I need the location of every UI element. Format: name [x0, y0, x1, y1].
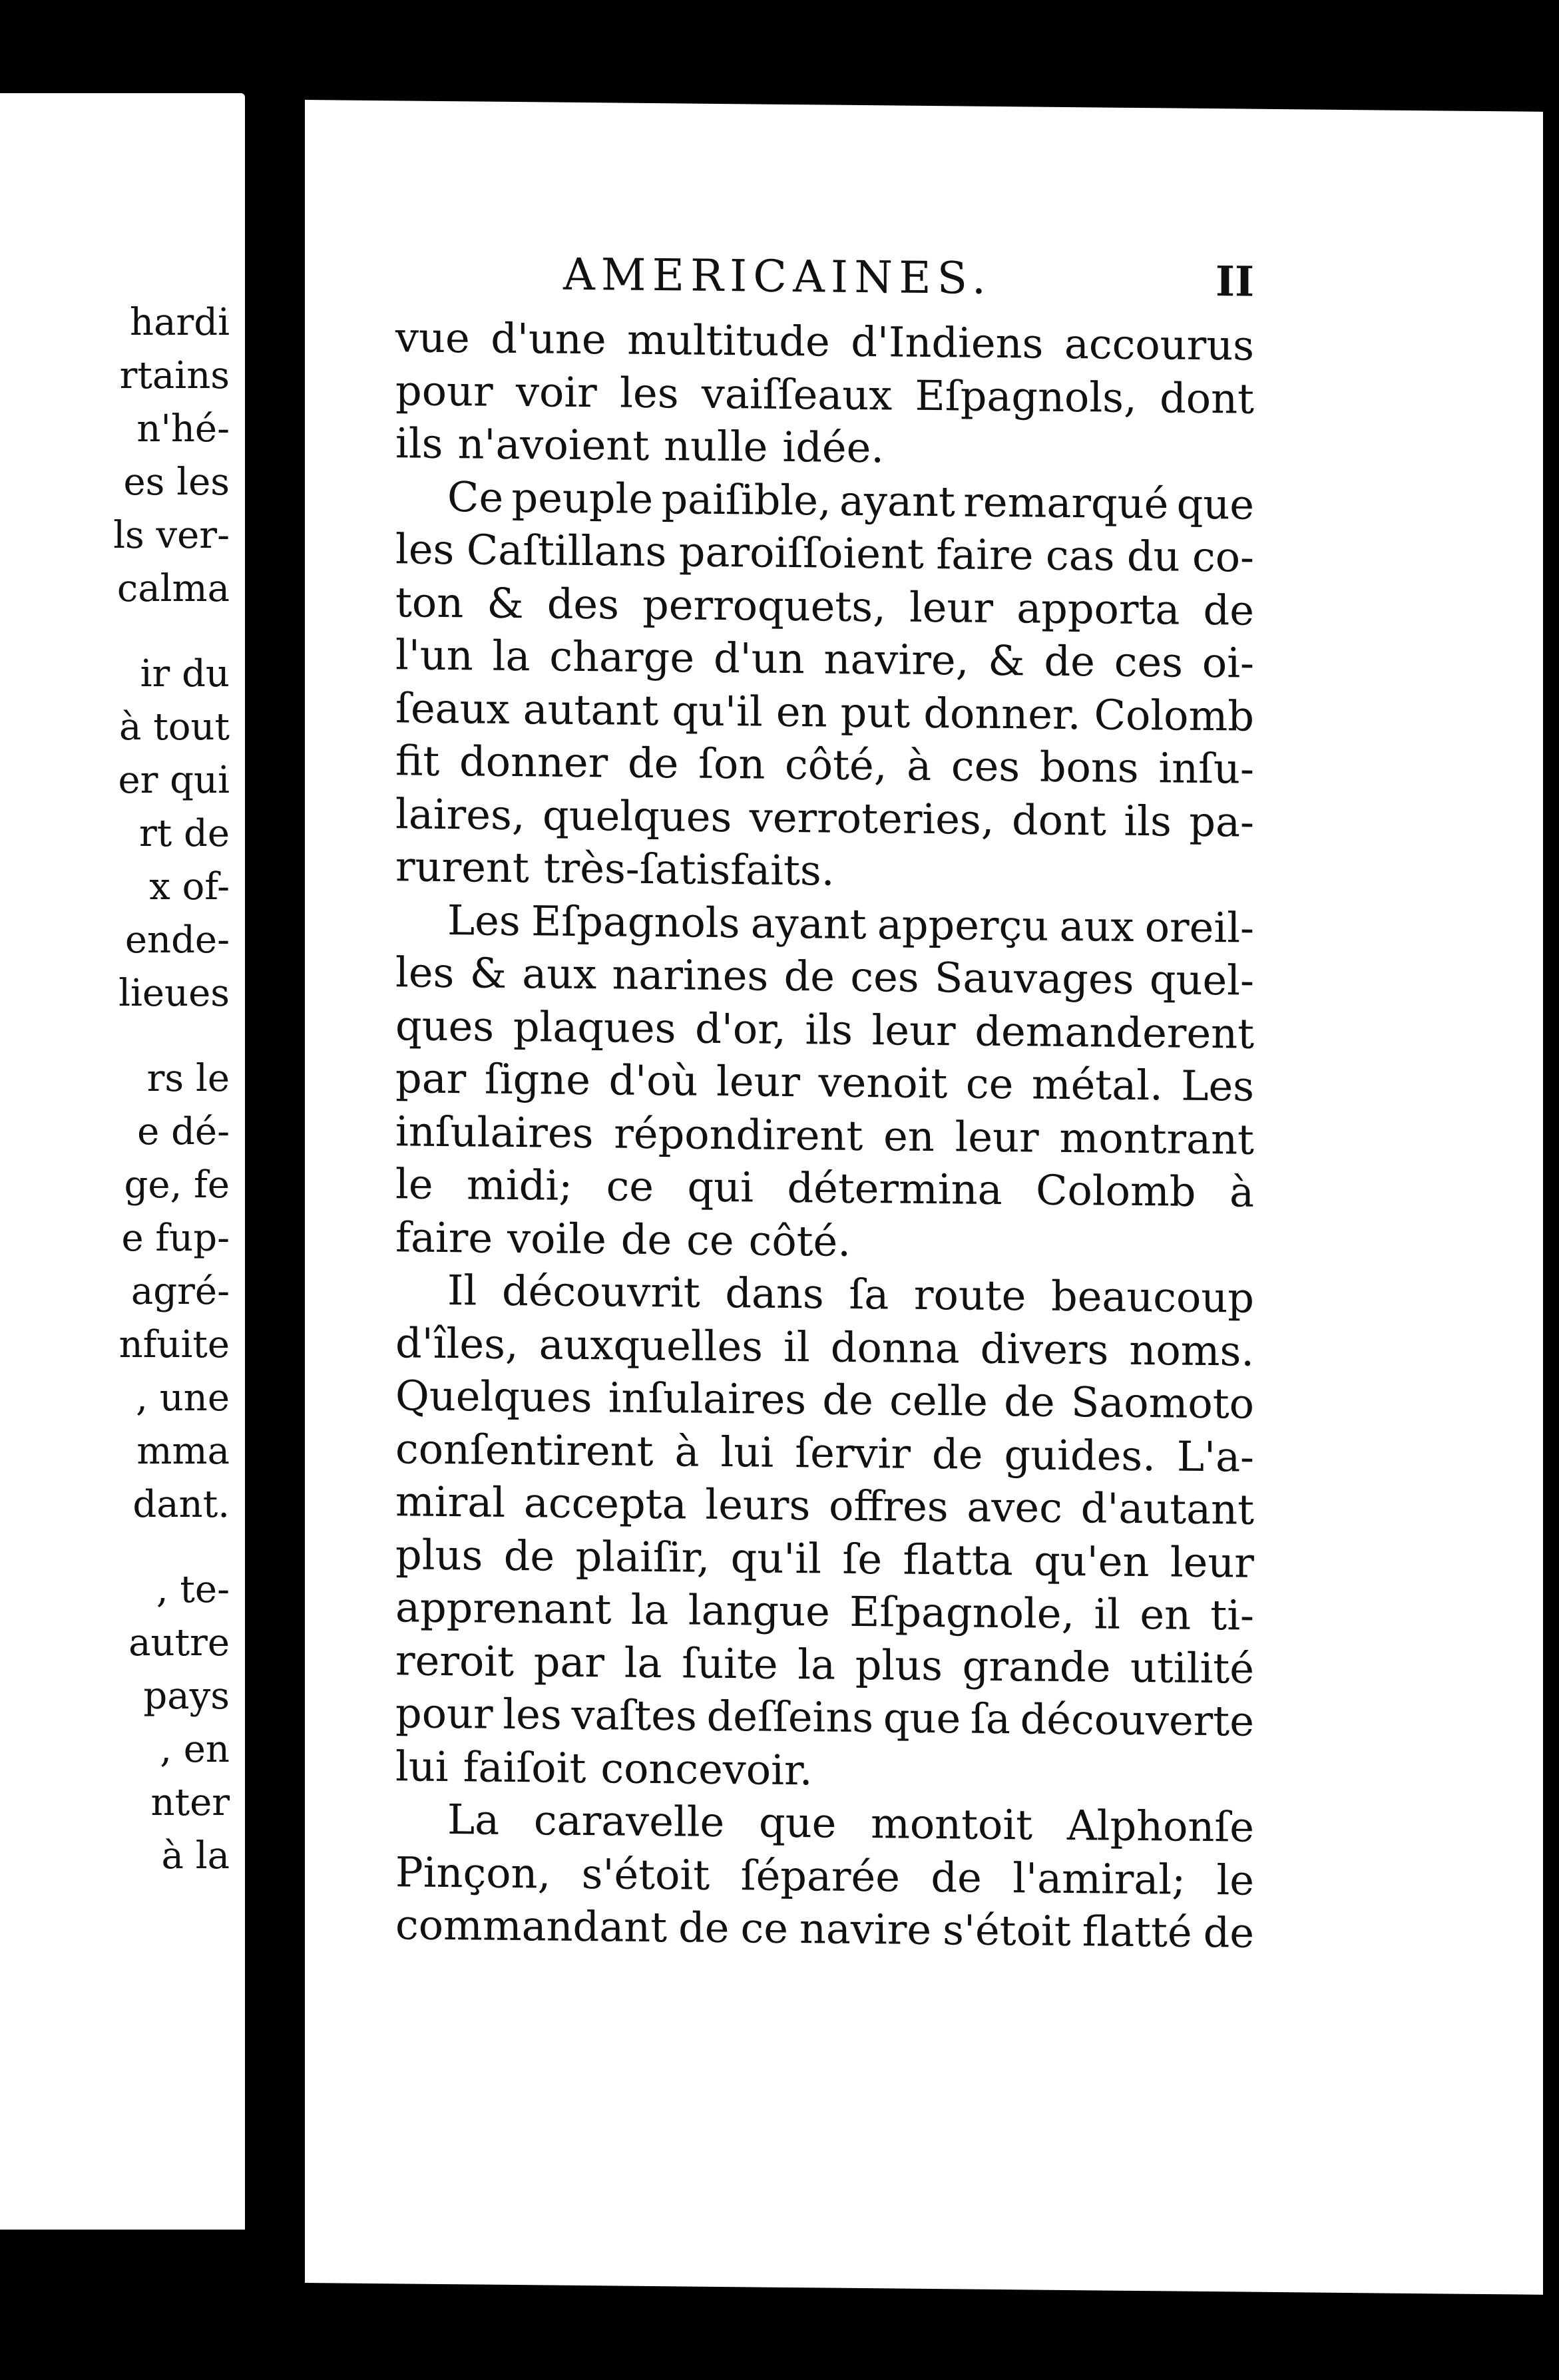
previous-page-line: nfuite: [118, 1323, 230, 1366]
word: commandant: [395, 1900, 668, 1952]
word: accourus: [1064, 319, 1254, 370]
previous-page-line: es les: [123, 461, 230, 504]
text-line: [395, 522, 1254, 584]
text-line: [395, 628, 1254, 690]
page-text-block: [395, 247, 1254, 1959]
word: leur: [716, 1056, 801, 1107]
word: autant: [523, 684, 659, 735]
word: cas: [1045, 530, 1115, 580]
word: ſon: [698, 739, 766, 789]
word: Les: [1181, 1061, 1254, 1111]
previous-page-line: pays: [143, 1675, 230, 1718]
previous-page-line: ende-: [124, 918, 230, 962]
word: La: [447, 1795, 500, 1844]
word: put: [840, 688, 911, 737]
word: ces: [850, 952, 919, 1002]
word: lui: [720, 1427, 774, 1477]
text-line: [395, 1634, 1254, 1695]
text-line: [395, 1686, 1254, 1748]
word: les: [503, 1689, 562, 1739]
word: donna: [830, 1322, 960, 1372]
word: montrant: [1059, 1113, 1254, 1164]
word: grande: [962, 1641, 1111, 1692]
previous-page-line: calma: [116, 567, 230, 610]
word: à: [907, 741, 932, 791]
text-line: [395, 1105, 1254, 1166]
word: à: [1229, 1167, 1254, 1217]
word: ſa: [970, 1694, 1010, 1744]
previous-page-line: rtains: [119, 354, 230, 397]
text-line: [395, 1369, 1254, 1430]
word: leurs: [705, 1480, 811, 1530]
word: par: [533, 1637, 605, 1686]
word: il: [783, 1322, 810, 1371]
word: celle: [889, 1376, 988, 1426]
word: midi;: [467, 1160, 573, 1210]
text-line: [395, 311, 1254, 372]
previous-page-line: ir du: [140, 652, 230, 695]
previous-page-line: rt de: [138, 812, 230, 855]
word: navire,: [823, 634, 969, 685]
word: les: [395, 948, 455, 998]
word: ils: [1124, 796, 1172, 845]
word: donner.: [923, 688, 1081, 739]
word: découverte: [1020, 1694, 1254, 1746]
previous-page-line: agré-: [130, 1270, 230, 1313]
word: ques: [395, 1000, 495, 1051]
word: ce: [965, 1059, 1014, 1109]
previous-page-line: ls ver-: [113, 514, 230, 557]
word: concevoir.: [600, 1743, 813, 1794]
word: Quelques: [395, 1371, 592, 1422]
word: L'a-: [1176, 1432, 1254, 1482]
word: très-ſatisfaits.: [543, 843, 835, 895]
text-line: [395, 1898, 1254, 1959]
word: Les: [447, 895, 521, 945]
word: les: [395, 524, 455, 574]
word: par: [395, 1054, 467, 1103]
text-line: [395, 1263, 1254, 1324]
word: ces: [1114, 637, 1183, 687]
word: ayant: [750, 898, 867, 948]
word: Sauvages: [934, 953, 1134, 1004]
word: apprenant: [395, 1583, 612, 1634]
word: d'Indiens: [851, 317, 1044, 368]
word: d'autant: [1080, 1484, 1254, 1534]
word: Caſtillans: [466, 525, 667, 576]
previous-page-line: e dé-: [137, 1110, 230, 1153]
book-gutter: [245, 67, 309, 2263]
word: vaiſſeaux: [701, 369, 893, 419]
word: verroteries,: [749, 792, 995, 844]
word: plus: [395, 1529, 483, 1580]
word: ſigne: [484, 1054, 590, 1105]
word: reroit: [395, 1635, 515, 1686]
word: plus: [855, 1640, 943, 1690]
word: d'où: [608, 1056, 698, 1105]
word: découvrit: [501, 1266, 700, 1317]
word: paroiſſoient: [678, 527, 924, 578]
text-line: [395, 470, 1254, 531]
word: perroquets,: [642, 580, 886, 631]
word: peuple: [511, 473, 654, 523]
word: auxquelles: [539, 1319, 763, 1371]
text-line: [395, 364, 1254, 425]
word: beaucoup: [1051, 1271, 1254, 1322]
word: métal.: [1031, 1060, 1163, 1110]
text-line: [395, 840, 1254, 901]
paragraph: [395, 893, 1254, 1272]
word: leur: [955, 1111, 1039, 1162]
word: aux: [1059, 901, 1134, 951]
word: langue: [688, 1585, 830, 1636]
word: ſuite: [682, 1638, 778, 1688]
word: en: [1140, 1590, 1192, 1639]
word: paiſible,: [661, 474, 831, 525]
word: demanderent: [975, 1006, 1254, 1058]
word: de: [1203, 1907, 1254, 1957]
word: d'or,: [695, 1004, 786, 1054]
word: miral: [395, 1477, 506, 1527]
word: dont: [1160, 373, 1254, 423]
word: plaques: [513, 1002, 676, 1052]
word: détermina: [787, 1163, 1002, 1215]
text-line: [395, 1581, 1254, 1642]
word: les: [620, 368, 679, 417]
word: répondirent: [614, 1108, 863, 1160]
text-line: [395, 1846, 1254, 1907]
word: de: [1203, 585, 1254, 635]
word: ſeaux: [395, 683, 510, 733]
text-line: [395, 1052, 1254, 1113]
word: guides.: [1004, 1430, 1156, 1480]
word: apperçu: [877, 899, 1049, 950]
word: conſentirent: [395, 1424, 654, 1476]
word: de: [678, 1903, 730, 1953]
paragraph: [395, 1792, 1254, 1959]
previous-page-line: à tout: [119, 705, 230, 749]
previous-page-gap: [0, 616, 230, 648]
word: la: [630, 1585, 669, 1635]
word: n'avoient: [457, 419, 650, 470]
word: du: [1126, 531, 1180, 581]
word: ce: [686, 1215, 734, 1265]
previous-page: [0, 93, 245, 2230]
word: narines: [612, 950, 769, 1000]
word: ton: [395, 577, 464, 627]
word: de: [932, 1429, 983, 1479]
word: flatta: [903, 1535, 1013, 1585]
word: offres: [829, 1481, 949, 1531]
word: en: [883, 1111, 935, 1161]
previous-page-line: er qui: [118, 759, 230, 802]
word: &: [988, 636, 1025, 686]
word: Saomoto: [1070, 1378, 1254, 1428]
word: plaiſir,: [575, 1531, 710, 1582]
word: la: [492, 631, 531, 681]
word: rurent: [395, 842, 529, 892]
word: côté.: [748, 1215, 851, 1266]
word: utilité: [1130, 1643, 1254, 1693]
word: des: [547, 578, 619, 629]
body-text: [395, 311, 1254, 1959]
word: leur: [1170, 1537, 1254, 1587]
text-line: [395, 999, 1254, 1060]
word: de: [783, 951, 835, 1001]
word: l'amiral;: [1012, 1853, 1186, 1904]
word: aux: [522, 949, 597, 999]
previous-page-line: rs le: [146, 1057, 230, 1100]
word: qu'il: [730, 1533, 821, 1583]
word: bons: [1039, 742, 1139, 793]
current-page: [305, 100, 1543, 2295]
word: l'un: [395, 630, 473, 680]
word: Eſpagnole,: [849, 1587, 1075, 1639]
paragraph: [395, 1263, 1254, 1800]
word: voir: [515, 367, 597, 417]
word: apporta: [1016, 583, 1180, 634]
word: montoit: [871, 1799, 1033, 1850]
word: co-: [1192, 532, 1254, 582]
previous-page-line: e fup-: [121, 1217, 230, 1260]
word: que: [1176, 479, 1254, 529]
text-line: [395, 734, 1254, 795]
text-line: [395, 1422, 1254, 1484]
word: nulle: [664, 421, 768, 471]
word: accepta: [523, 1478, 687, 1529]
word: faire: [936, 530, 1034, 580]
word: vaſtes: [571, 1690, 697, 1740]
word: de: [1044, 636, 1095, 686]
word: noms.: [1129, 1325, 1254, 1376]
previous-page-line: nter: [150, 1781, 230, 1824]
word: que: [759, 1798, 837, 1848]
word: pa-: [1189, 797, 1254, 847]
previous-page-gap: [0, 1531, 230, 1563]
word: qu'en: [1034, 1536, 1150, 1586]
word: venoit: [818, 1058, 948, 1108]
previous-page-line: lieues: [118, 972, 230, 1015]
word: leur: [909, 582, 994, 632]
word: Colomb: [1036, 1165, 1196, 1216]
word: d'îles,: [395, 1318, 519, 1368]
text-line: [395, 417, 1254, 478]
word: faiſoit: [463, 1742, 586, 1792]
word: fit: [395, 736, 440, 785]
word: que: [883, 1693, 961, 1743]
word: Il: [447, 1266, 477, 1315]
word: en: [776, 687, 827, 737]
previous-page-text: [0, 296, 230, 1883]
word: ils: [805, 1004, 853, 1054]
word: ces: [951, 741, 1020, 791]
word: ils: [395, 419, 443, 468]
word: lui: [395, 1741, 449, 1791]
word: navire: [799, 1904, 932, 1955]
word: le: [1216, 1855, 1254, 1905]
word: inſulaires: [395, 1106, 594, 1157]
text-line: [395, 1475, 1254, 1536]
previous-page-line: à la: [161, 1834, 230, 1878]
text-line: [395, 1792, 1254, 1854]
word: s'étoit: [581, 1849, 710, 1899]
word: ce: [740, 1903, 788, 1953]
word: inſulaires: [608, 1373, 807, 1424]
page-number: II: [1215, 257, 1254, 306]
word: remarqué: [963, 477, 1169, 528]
word: deſſeins: [706, 1691, 874, 1742]
word: flatté: [1082, 1907, 1192, 1957]
word: d'un: [713, 633, 805, 684]
word: le: [395, 1159, 433, 1209]
word: multitude: [627, 315, 830, 366]
text-line: [395, 682, 1254, 743]
word: dont: [1011, 795, 1106, 845]
text-line: [395, 576, 1254, 637]
previous-page-line: , te-: [156, 1568, 230, 1611]
word: laires,: [395, 789, 525, 839]
previous-page-line: dant.: [132, 1483, 230, 1526]
word: Ce: [447, 472, 504, 522]
word: s'étoit: [943, 1905, 1071, 1956]
previous-page-line: autre: [128, 1621, 230, 1665]
word: leur: [871, 1005, 956, 1055]
word: qu'il: [672, 686, 763, 736]
word: de: [627, 738, 679, 788]
word: ſa: [849, 1269, 889, 1319]
word: &: [487, 578, 524, 628]
word: d'une: [491, 313, 606, 364]
word: ce: [606, 1161, 654, 1211]
text-line: [395, 1316, 1254, 1378]
word: &: [469, 948, 507, 998]
word: divers: [980, 1324, 1109, 1374]
word: ſéparée: [740, 1850, 900, 1901]
word: pour: [395, 365, 493, 416]
previous-page-line: , en: [160, 1728, 230, 1771]
word: de: [620, 1215, 672, 1264]
word: ſe: [842, 1534, 883, 1583]
text-line: [395, 1740, 1254, 1801]
word: pour: [395, 1688, 493, 1738]
previous-page-line: n'hé-: [136, 407, 230, 451]
word: dans: [725, 1269, 824, 1318]
text-line: [395, 946, 1254, 1007]
word: oreil-: [1144, 902, 1254, 952]
word: oi-: [1202, 638, 1254, 688]
word: de: [822, 1375, 873, 1425]
word: Alphonſe: [1066, 1800, 1254, 1852]
word: il: [1094, 1589, 1121, 1639]
word: ſervir: [795, 1428, 911, 1478]
word: de: [931, 1852, 982, 1902]
word: vue: [395, 313, 470, 363]
previous-page-gap: [0, 1020, 230, 1052]
word: la: [797, 1639, 836, 1689]
word: idée.: [782, 422, 884, 473]
word: charge: [549, 632, 695, 682]
previous-page-line: hardi: [130, 301, 230, 344]
paragraph: [395, 470, 1254, 901]
previous-page-line: x of-: [149, 865, 230, 908]
word: Pinçon,: [395, 1847, 551, 1898]
word: faire: [395, 1212, 493, 1263]
running-head: [395, 247, 1254, 319]
word: voile: [507, 1213, 606, 1263]
word: de: [1004, 1377, 1055, 1426]
word: ti-: [1210, 1591, 1254, 1640]
word: donner: [459, 737, 608, 787]
previous-page-line: mma: [136, 1430, 230, 1473]
word: à: [674, 1426, 700, 1476]
running-head-title: AMERICAINES.: [563, 248, 993, 304]
text-line: [395, 787, 1254, 849]
word: Eſpagnols,: [915, 371, 1137, 422]
previous-page-line: , une: [136, 1376, 230, 1420]
paragraph: [395, 311, 1254, 478]
text-line: [395, 1211, 1254, 1272]
word: avec: [967, 1482, 1062, 1532]
word: Eſpagnols: [531, 896, 740, 947]
text-line: [395, 1157, 1254, 1219]
word: la: [624, 1638, 662, 1687]
word: route: [913, 1270, 1026, 1320]
word: quel-: [1149, 955, 1254, 1005]
word: qui: [687, 1162, 754, 1212]
previous-page-line: ge, fe: [124, 1163, 230, 1207]
word: Colomb: [1094, 690, 1254, 741]
word: ayant: [839, 476, 955, 526]
text-line: [395, 1528, 1254, 1589]
text-line: [395, 893, 1254, 954]
word: quelques: [543, 790, 732, 841]
word: caravelle: [533, 1796, 725, 1847]
word: inſu-: [1158, 743, 1254, 793]
word: côté,: [785, 739, 887, 790]
word: de: [503, 1531, 555, 1581]
